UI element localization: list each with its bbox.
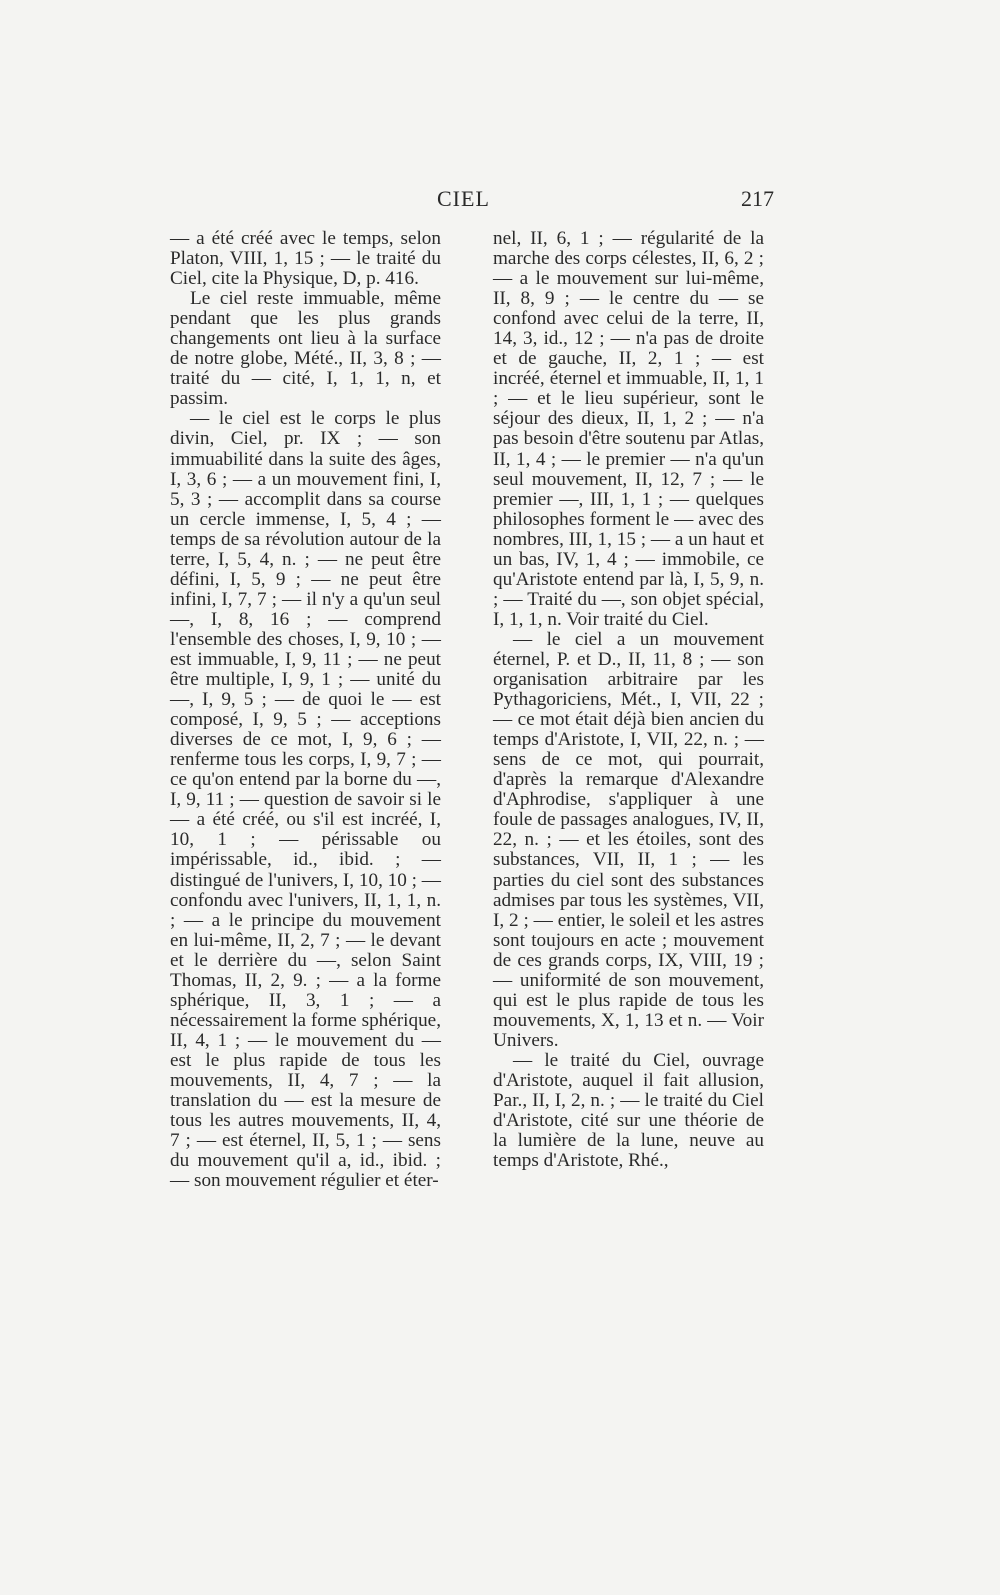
right-column xyxy=(493,229,764,1171)
paragraph: nel, II, 6, 1 ; — régularité de la marche des corps célestes, II, 6, 2 ; — a le mouvement sur lui-même, II, 8, 9 ; — le centre du — se confond avec celui de la terre, II, 14, 3, id., 12 ; — n'a pas de droite et de gauche, II, 2, 1 ; — est incréé, éternel et immuable, II, 1, 1 ; — et le lieu supérieur, sont le séjour des dieux, II, 1, 2 ; — n'a pas besoin d'être soutenu par Atlas, II, 1, 4 ; — le premier — n'a qu'un seul mouvement, II, 12, 7 ; — le premier —, III, 1, 1 ; — quelques philosophes forment le — avec des nombres, III, 1, 15 ; — a un haut et un bas, IV, 1, 4 ; — immobile, ce qu'Aristote entend par là, I, 5, 9, n. ; — Traité du —, son objet spécial, I, 1, 1, n. Voir traité du Ciel. xyxy=(493,228,764,630)
page-number: 217 xyxy=(741,186,774,211)
left-column xyxy=(170,229,441,1191)
paragraph: — le ciel a un mouvement éternel, P. et D., II, 11, 8 ; — son organisation arbitraire par les Pythagoriciens, Mét., I, VII, 22 ; — ce mot était déjà bien ancien du temps d'Aristote, I, VII, 22, n. ; — sens de ce mot, qui pourrait, d'après la remarque d'Alexandre d'Aphrodise, s'appliquer à une foule de passages analogues, IV, II, 22, n. ; — et les étoiles, sont des substances, VII, II, 1 ; — les parties du ciel sont des substances admises par tous les systèmes, VII, I, 2 ; — entier, le soleil et les astres sont toujours en acte ; mouvement de ces grands corps, IX, VIII, 19 ; — uniformité de son mouvement, qui est le plus rapide de tous les mouvements, X, 1, 13 et n. — Voir Univers. xyxy=(493,628,764,1051)
running-title: CIEL xyxy=(437,186,490,211)
paragraph: Le ciel reste immuable, même pendant que les plus grands changements ont lieu à la surface de notre globe, Mété., II, 3, 8 ; — traité du — cité, I, 1, 1, n, et passim. xyxy=(170,288,441,410)
running-head xyxy=(0,186,1000,216)
paragraph: — le traité du Ciel, ouvrage d'Aristote, auquel il fait allusion, Par., II, I, 2, n. ; — le traité du Ciel d'Aristote, cité sur une théorie de la lumière de la lune, neuve au temps d'Aristote, Rhé., xyxy=(493,1049,764,1172)
paragraph: — a été créé avec le temps, selon Platon, VIII, 1, 15 ; — le traité du Ciel, cite la Physique, D, p. 416. xyxy=(170,228,441,290)
paragraph: — le ciel est le corps le plus divin, Ciel, pr. IX ; — son immuabilité dans la suite des âges, I, 3, 6 ; — a un mouvement fini, I, 5, 3 ; — accomplit dans sa course un cercle immense, I, 5, 4 ; — temps de sa révolution autour de la terre, I, 5, 4, n. ; — ne peut être défini, I, 5, 9 ; — ne peut être infini, I, 7, 7 ; — il n'y a qu'un seul —, I, 8, 16 ; — comprend l'ensemble des choses, I, 9, 10 ; — est immuable, I, 9, 11 ; — ne peut être multiple, I, 9, 1 ; — unité du —, I, 9, 5 ; — de quoi le — est composé, I, 9, 5 ; — acceptions diverses de ce mot, I, 9, 6 ; — renferme tous les corps, I, 9, 7 ; — ce qu'on entend par la borne du —, I, 9, 11 ; — question de savoir si le — a été créé, ou s'il est incréé, I, 10, 1 ; — périssable ou impérissable, id., ibid. ; — distingué de l'univers, I, 10, 10 ; — confondu avec l'univers, II, 1, 1, n. ; — a le principe du mouvement en lui-même, II, 2, 7 ; — le devant et le derrière du —, selon Saint Thomas, II, 2, 9. ; — a la forme sphérique, II, 3, 1 ; — a nécessairement la forme sphérique, II, 4, 1 ; — le mouvement du — est le plus rapide de tous les mouvements, II, 4, 7 ; — la translation du — est la mesure de tous les autres mouvements, II, 4, 7 ; — est éternel, II, 5, 1 ; — sens du mouvement qu'il a, id., ibid. ; — son mouvement régulier et éter- xyxy=(170,408,441,1192)
